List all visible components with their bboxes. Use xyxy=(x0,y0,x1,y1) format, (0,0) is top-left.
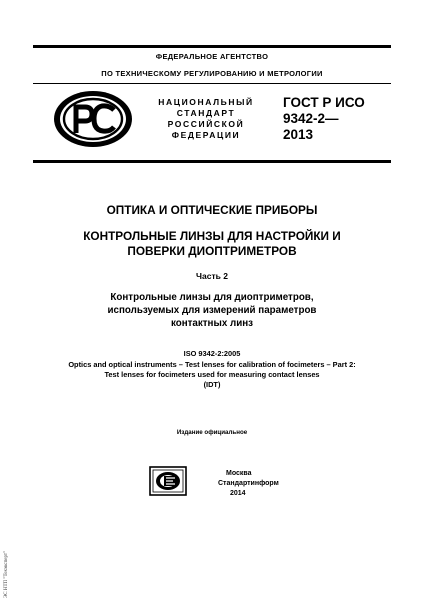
main-title: ОПТИКА И ОПТИЧЕСКИЕ ПРИБОРЫ xyxy=(106,203,318,217)
designation-line-1: ГОСТ Р ИСО xyxy=(283,95,365,110)
part-title-line-3: контактных линз xyxy=(170,318,254,329)
designation-year: 2013 xyxy=(283,127,314,142)
publisher-block xyxy=(218,469,308,499)
part-label: Часть 2 xyxy=(196,271,228,281)
english-title-line-1: Optics and optical instruments – Test lenses for calibration of focimeters – Part 2: xyxy=(68,360,356,369)
designation-line-2: 9342-2— xyxy=(283,111,339,126)
side-stamp xyxy=(4,548,14,598)
publisher-name: Стандартинформ xyxy=(218,480,279,487)
national-standard-label xyxy=(146,97,266,141)
national-line-2: СТАНДАРТ xyxy=(176,108,236,118)
part-title-line-2: используемых для измерений параметров xyxy=(107,305,317,316)
publisher-year: 2014 xyxy=(230,490,246,497)
agency-line-1: ФЕДЕРАЛЬНОЕ АГЕНТСТВО xyxy=(155,52,269,61)
edition-label: Издание официальное xyxy=(176,429,248,436)
national-line-1: НАЦИОНАЛЬНЫЙ xyxy=(158,97,254,107)
idt-marker: (IDT) xyxy=(203,380,221,389)
subtitle-line-2: ПОВЕРКИ ДИОПТРИМЕТРОВ xyxy=(127,244,297,258)
english-title-line-2: Test lenses for focimeters used for measuring contact lenses xyxy=(104,370,320,379)
national-line-4: ФЕДЕРАЦИИ xyxy=(171,130,241,140)
part-title-line-1: Контрольные линзы для диоптриметров, xyxy=(110,292,314,303)
top-rule xyxy=(33,45,391,48)
agency-line-2: ПО ТЕХНИЧЕСКОМУ РЕГУЛИРОВАНИЮ И МЕТРОЛОГИИ xyxy=(101,69,323,78)
header-rule xyxy=(33,83,391,84)
national-line-3: РОССИЙСКОЙ xyxy=(167,119,245,129)
standartinform-logo-icon xyxy=(149,466,187,496)
side-stamp-text: ЭС НТП "Техэксперт" xyxy=(4,550,9,598)
standard-designation xyxy=(283,95,393,143)
gost-r-emblem-icon xyxy=(52,89,134,149)
iso-reference: ISO 9342-2:2005 xyxy=(183,349,241,358)
block-rule xyxy=(33,160,391,163)
publisher-city: Москва xyxy=(226,470,252,477)
subtitle-line-1: КОНТРОЛЬНЫЕ ЛИНЗЫ ДЛЯ НАСТРОЙКИ И xyxy=(83,229,341,243)
